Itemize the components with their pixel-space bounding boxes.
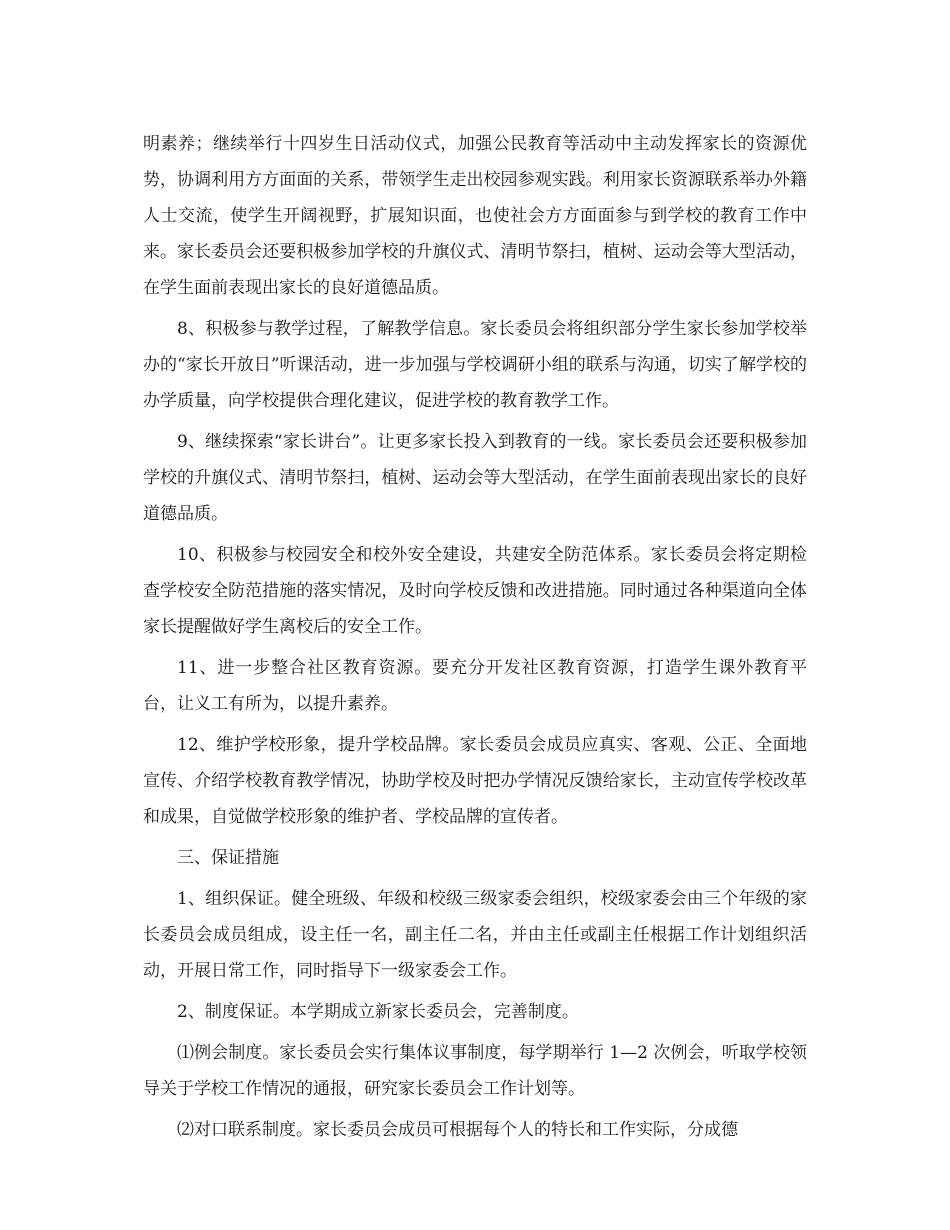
- paragraph-system-guarantee: 2、制度保证。本学期成立新家长委员会，完善制度。: [177, 1002, 579, 1022]
- paragraph-item-11: 11、进一步整合社区教育资源。要充分开发社区教育资源，打造学生课外教育平台，让义工有所为，以提升素养。: [143, 658, 807, 714]
- document-body: [143, 126, 807, 1153]
- paragraph-continuation: 明素养；继续举行十四岁生日活动仪式，加强公民教育等活动中主动发挥家长的资源优势，协调利用方方面面的关系，带领学生走出校园参观实践。利用家长资源联系举办外籍人士交流，使学生开阔视野，扩展知识面，也使社会方方面面参与到学校的教育工作中来。家长委员会还要积极参加学校的升旗仪式、清明节祭扫，植树、运动会等大型活动，在学生面前表现出家长的良好道德品质。: [143, 134, 807, 298]
- paragraph-organization-guarantee: 1、组织保证。健全班级、年级和校级三级家委会组织，校级家委会由三个年级的家长委员会成员组成，设主任一名，副主任二名，并由主任或副主任根据工作计划组织活动，开展日常工作，同时指导下一级家委会工作。: [143, 889, 807, 981]
- paragraph-item-8: 8、积极参与教学过程，了解教学信息。家长委员会将组织部分学生家长参加学校举办的“家长开放日”听课活动，进一步加强与学校调研小组的联系与沟通，切实了解学校的办学质量，向学校提供合理化建议，促进学校的教育教学工作。: [143, 319, 807, 411]
- paragraph-liaison-system: ⑵对口联系制度。家长委员会成员可根据每个人的特长和工作实际，分成德: [177, 1120, 738, 1140]
- paragraph-item-9: 9、继续探索“家长讲台”。让更多家长投入到教育的一线。家长委员会还要积极参加学校的升旗仪式、清明节祭扫，植树、运动会等大型活动，在学生面前表现出家长的良好道德品质。: [143, 432, 807, 524]
- paragraph-item-10: 10、积极参与校园安全和校外安全建设，共建安全防范体系。家长委员会将定期检查学校安全防范措施的落实情况，及时向学校反馈和改进措施。同时通过各种渠道向全体家长提醒做好学生离校后的安全工作。: [143, 545, 807, 637]
- paragraph-regular-meeting-system: ⑴例会制度。家长委员会实行集体议事制度，每学期举行 1—2 次例会，听取学校领导关于学校工作情况的通报，研究家长委员会工作计划等。: [143, 1043, 807, 1099]
- section-heading-guarantee-measures: 三、保证措施: [177, 848, 279, 868]
- paragraph-item-12: 12、维护学校形象，提升学校品牌。家长委员会成员应真实、客观、公正、全面地宣传、介绍学校教育教学情况，协助学校及时把办学情况反馈给家长，主动宣传学校改革和成果，自觉做学校形象的维护者、学校品牌的宣传者。: [143, 735, 807, 827]
